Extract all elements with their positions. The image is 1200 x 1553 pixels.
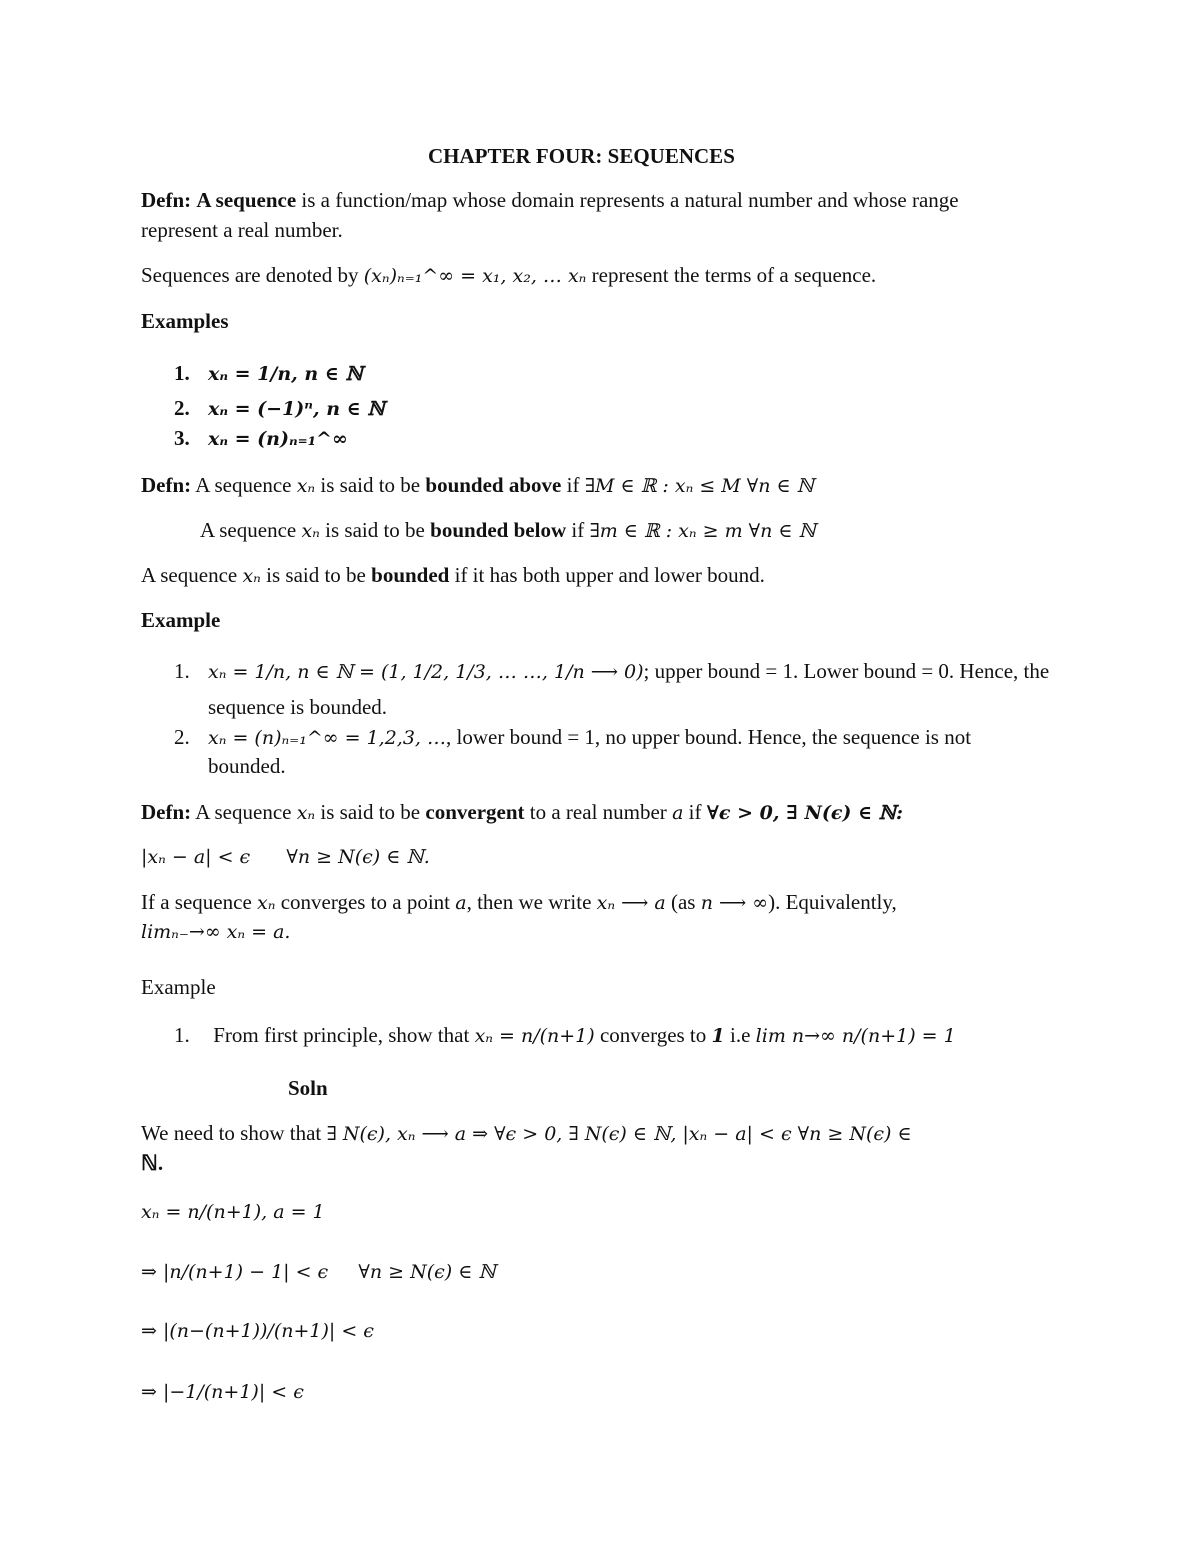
seq-math: xₙ: [296, 802, 316, 824]
text: We need to show that: [141, 1121, 322, 1145]
exercise-text: converges to: [599, 1023, 707, 1047]
example-math: xₙ = 1/n, n ∈ ℕ: [208, 363, 363, 385]
soln-heading: Soln: [288, 1076, 328, 1100]
exercise-math: lim n→∞ n/(n+1) = 1: [755, 1025, 956, 1047]
example-item: [174, 423, 348, 454]
example-heading: Example: [141, 975, 216, 999]
notation-math: (xₙ)ₙ₌₁^∞ = x₁, x₂, … xₙ: [363, 265, 587, 287]
text: to a real number: [524, 800, 673, 824]
math: a: [455, 892, 467, 914]
example-math: xₙ = (−1)ⁿ, n ∈ ℕ: [208, 398, 385, 420]
text: is said to be: [315, 473, 426, 497]
text: , then we write: [466, 890, 597, 914]
example-heading: Example: [141, 608, 221, 632]
text: A sequence: [141, 563, 243, 587]
limit-math: a: [672, 802, 684, 824]
text: A sequence: [200, 518, 302, 542]
math: n ⟶ ∞: [700, 892, 769, 914]
example-number: 2.: [174, 396, 190, 420]
seq-math: xₙ: [296, 475, 316, 497]
example-text: , lower bound = 1, no upper bound. Hence, the sequence is not: [446, 725, 972, 749]
text: if: [561, 473, 585, 497]
example-item: [174, 393, 385, 424]
defn-term: A sequence: [196, 188, 297, 212]
page-title: CHAPTER FOUR: SEQUENCES: [428, 144, 735, 168]
defn-term: bounded: [371, 563, 450, 587]
bounded-above-definition: [141, 470, 814, 501]
soln-intro: [141, 1118, 912, 1149]
sequence-definition: [141, 185, 959, 215]
bounded-definition: [141, 560, 765, 591]
example-number: 3.: [174, 426, 190, 450]
defn-term: bounded below: [430, 518, 567, 542]
text: is said to be: [319, 518, 431, 542]
notation-text: Sequences are denoted by: [141, 263, 359, 287]
defn-term: convergent: [425, 800, 525, 824]
example-text: ; upper bound = 1. Lower bound = 0. Hence, the: [643, 659, 1050, 683]
solution-step: xₙ = n/(n+1), a = 1: [141, 1201, 325, 1223]
limit-expression: limₙ₋→∞ xₙ = a.: [141, 921, 291, 943]
text: is said to be: [260, 563, 372, 587]
examples-heading: Examples: [141, 309, 229, 333]
text: ). Equivalently,: [768, 890, 897, 914]
text: If a sequence: [141, 890, 258, 914]
bounded-example: [174, 656, 1049, 687]
bounded-example-cont: bounded.: [208, 754, 286, 778]
bounded-example: [174, 722, 971, 753]
solution-step: ⇒ |n/(n+1) − 1| < ϵ ∀n ≥ N(ϵ) ∈ ℕ: [141, 1261, 496, 1283]
convergence-note: [141, 887, 897, 918]
math: xₙ: [257, 892, 276, 914]
example-number: 1.: [174, 659, 190, 683]
defn-label: Defn:: [141, 800, 192, 824]
defn-label: Defn:: [141, 188, 192, 212]
condition-math: ∃M ∈ ℝ : xₙ ≤ M ∀n ∈ ℕ: [584, 475, 814, 497]
exercise-item: [174, 1020, 956, 1051]
defn-term: bounded above: [425, 473, 562, 497]
example-math: xₙ = (n)ₙ₌₁^∞ = 1,2,3, …: [208, 727, 446, 749]
exercise-number: 1.: [174, 1023, 190, 1047]
convergent-definition: [141, 797, 903, 828]
text: if it has both upper and lower bound.: [449, 563, 765, 587]
seq-math: xₙ: [242, 565, 261, 587]
example-item: [174, 358, 363, 389]
text: A sequence: [191, 800, 297, 824]
text: (as: [665, 890, 701, 914]
example-math: xₙ = (n)ₙ₌₁^∞: [208, 428, 348, 450]
seq-math: xₙ: [301, 520, 320, 542]
example-number: 1.: [174, 361, 190, 385]
exercise-text: From first principle, show that: [213, 1023, 470, 1047]
text: converges to a point: [275, 890, 456, 914]
text: A sequence: [191, 473, 297, 497]
bounded-below-definition: [200, 515, 816, 546]
text: is said to be: [315, 800, 426, 824]
condition-math: ∀ϵ > 0, ∃ N(ϵ) ∈ ℕ:: [706, 802, 904, 824]
exercise-math: 1: [711, 1025, 725, 1047]
text: if: [566, 518, 590, 542]
math: xₙ ⟶ a: [596, 892, 666, 914]
bounded-example-cont: sequence is bounded.: [208, 695, 388, 719]
defn-text: is a function/map whose domain represents a natural number and whose range: [296, 188, 959, 212]
exercise-text: i.e: [730, 1023, 751, 1047]
exercise-math: xₙ = n/(n+1): [474, 1025, 595, 1047]
notation-line: [141, 260, 876, 291]
defn-label: Defn:: [141, 473, 192, 497]
sequence-definition-cont: represent a real number.: [141, 218, 343, 242]
soln-math: ∃ N(ϵ), xₙ ⟶ a ⇒ ∀ϵ > 0, ∃ N(ϵ) ∈ ℕ, |xₙ − a| < ϵ ∀n ≥ N(ϵ) ∈: [326, 1123, 912, 1145]
example-math: xₙ = 1/n, n ∈ ℕ = (1, 1/2, 1/3, … …, 1/n ⟶ 0): [208, 661, 644, 683]
solution-step: ⇒ |(n−(n+1))/(n+1)| < ϵ: [141, 1320, 374, 1342]
soln-intro-cont: ℕ.: [141, 1151, 164, 1175]
solution-step: ⇒ |−1/(n+1)| < ϵ: [141, 1381, 304, 1403]
example-number: 2.: [174, 725, 190, 749]
notation-tail: represent the terms of a sequence.: [591, 263, 877, 287]
text: if: [683, 800, 707, 824]
convergent-condition: |xₙ − a| < ϵ ∀n ≥ N(ϵ) ∈ ℕ.: [141, 846, 430, 868]
condition-math: ∃m ∈ ℝ : xₙ ≥ m ∀n ∈ ℕ: [589, 520, 816, 542]
